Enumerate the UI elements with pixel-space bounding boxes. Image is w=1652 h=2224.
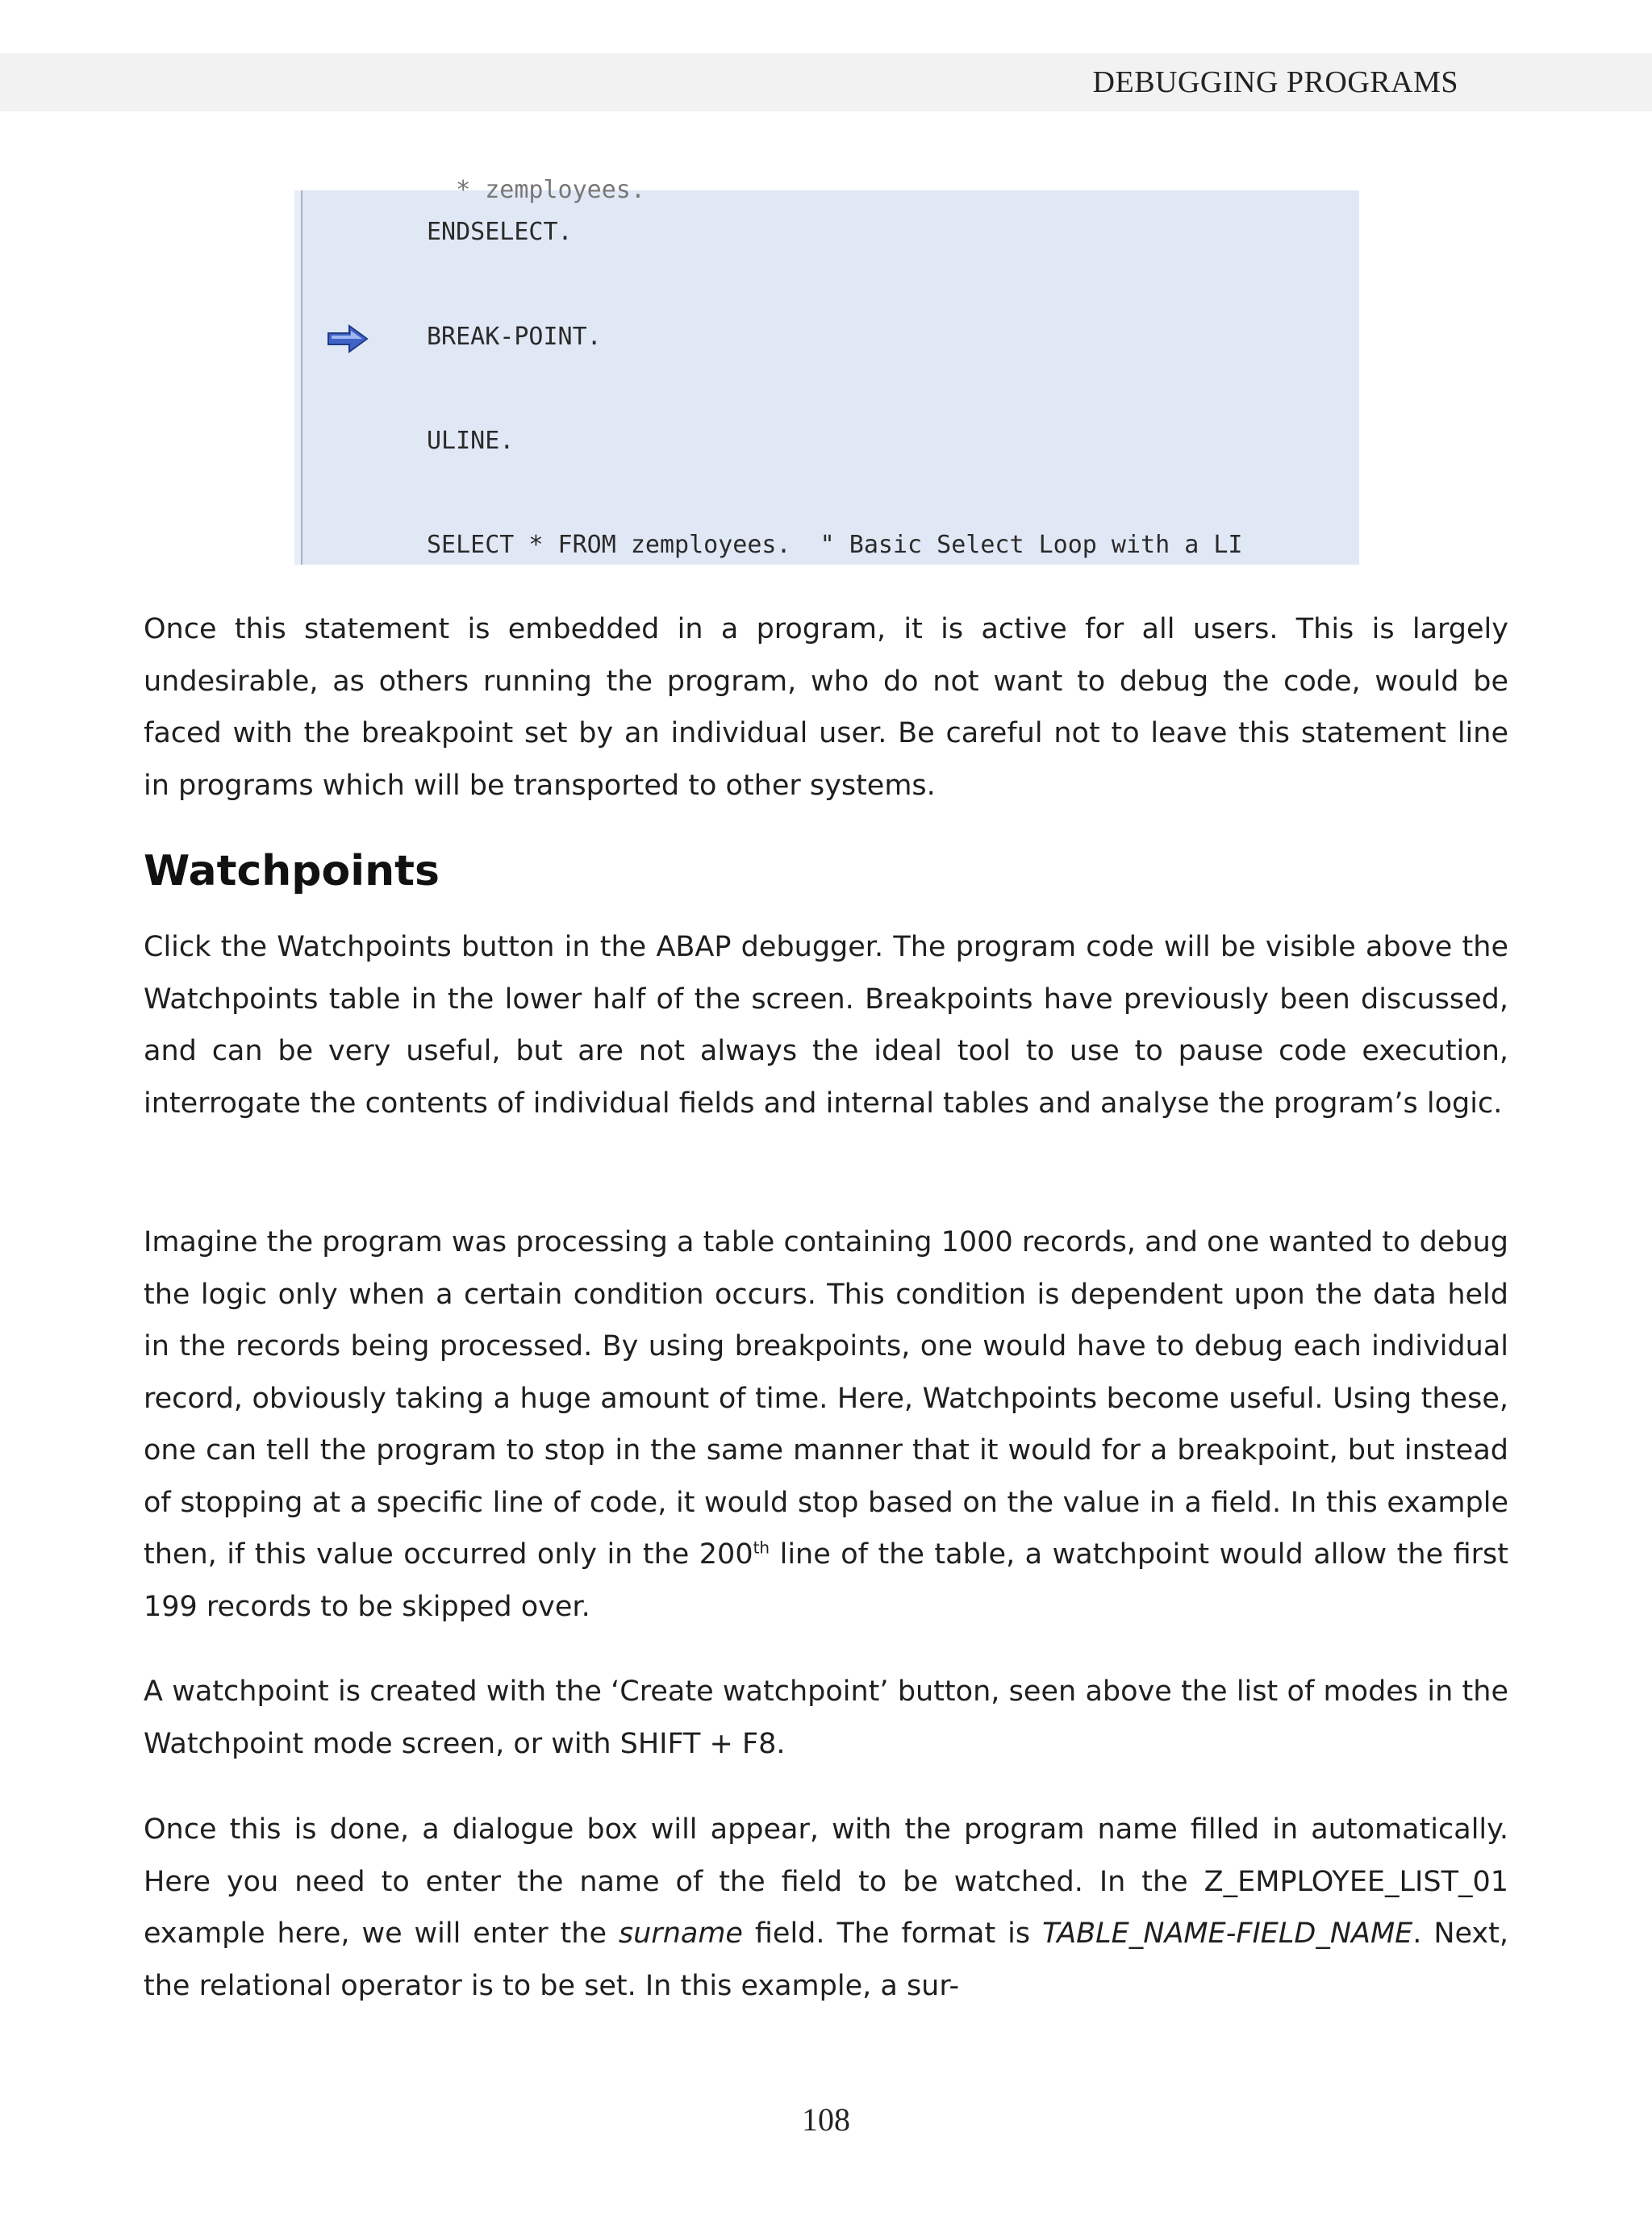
emphasis-format: TABLE_NAME-FIELD_NAME	[1042, 1917, 1413, 1950]
paragraph-text: A watchpoint is created with the ‘Create watchpoint’ button, seen above the list of modes in the Watchpoint mode screen, or with SHIFT + F8.	[144, 1675, 1508, 1760]
paragraph-text-b: field. The format is	[742, 1917, 1043, 1950]
paragraph-watchpoints-example	[144, 1216, 1508, 1633]
code-screenshot-figure	[294, 176, 1359, 565]
code-line-partial: * zemployees.	[427, 176, 645, 204]
paragraph-watchpoints-intro	[144, 921, 1508, 1129]
paragraph-create-watchpoint	[144, 1666, 1508, 1770]
paragraph-text: Once this statement is embedded in a program, it is active for all users. This is largely undesirable, as others running the program, who do not want to debug the code, would be faced with the breakpoint set by an individual user. Be careful not to leave this statement line in programs which will be transported to other systems.	[144, 613, 1508, 802]
paragraph-text-main: Imagine the program was processing a table containing 1000 records, and one wanted to debug the logic only when a certain condition occurs. This condition is dependent upon the data held in the records being processed. By using breakpoints, one would have to debug each individual record, obviously taking a huge amount of time. Here, Watchpoints become useful. Using these, one can tell the program to stop in the same manner that it would for a breakpoint, but instead of stopping at a specific line of code, it would stop based on the value in a field. In this example then, if this value occurred only in the 200	[144, 1226, 1508, 1571]
paragraph-text-a: Once this is done, a dialogue box will appear, with the program name filled in automatically. Here you need to enter the name of the field to be watched. In the Z_EMPLOYEE_LIST_01 example here, we will enter the	[144, 1813, 1508, 1950]
current-line-arrow-icon	[327, 324, 369, 353]
section-heading: Watchpoints	[144, 847, 440, 895]
paragraph-text	[144, 1804, 1508, 2012]
paragraph-breakpoint-warning	[144, 603, 1508, 812]
running-header: DEBUGGING PROGRAMS	[1092, 65, 1458, 99]
paragraph-text-tail: line of the table, a watchpoint would allow the first 199 records to be skipped over.	[144, 1538, 1508, 1623]
code-gutter	[294, 190, 302, 565]
paragraph-text-c: . Next, the relational operator is to be set. In this example, a sur-	[144, 1917, 1508, 2002]
ordinal-superscript: th	[753, 1538, 770, 1558]
emphasis-surname: surname	[618, 1917, 743, 1950]
code-line-select: SELECT * FROM zemployees. " Basic Select Loop with a LI	[427, 531, 1243, 559]
code-line-uline: ULINE.	[427, 427, 515, 455]
code-line-endselect: ENDSELECT.	[427, 218, 573, 246]
code-line-break-point: BREAK-POINT.	[427, 323, 602, 351]
paragraph-text: Click the Watchpoints button in the ABAP debugger. The program code will be visible above the Watchpoints table in the lower half of the screen. Breakpoints have previously been discussed, and can be very useful, but are not always the ideal tool to use to pause code execution, interrogate the contents of individual fields and internal tables and analyse the program’s logic.	[144, 931, 1508, 1120]
page-number: 108	[802, 2101, 850, 2138]
paragraph-dialogue-box	[144, 1804, 1508, 2012]
paragraph-text	[144, 1216, 1508, 1633]
